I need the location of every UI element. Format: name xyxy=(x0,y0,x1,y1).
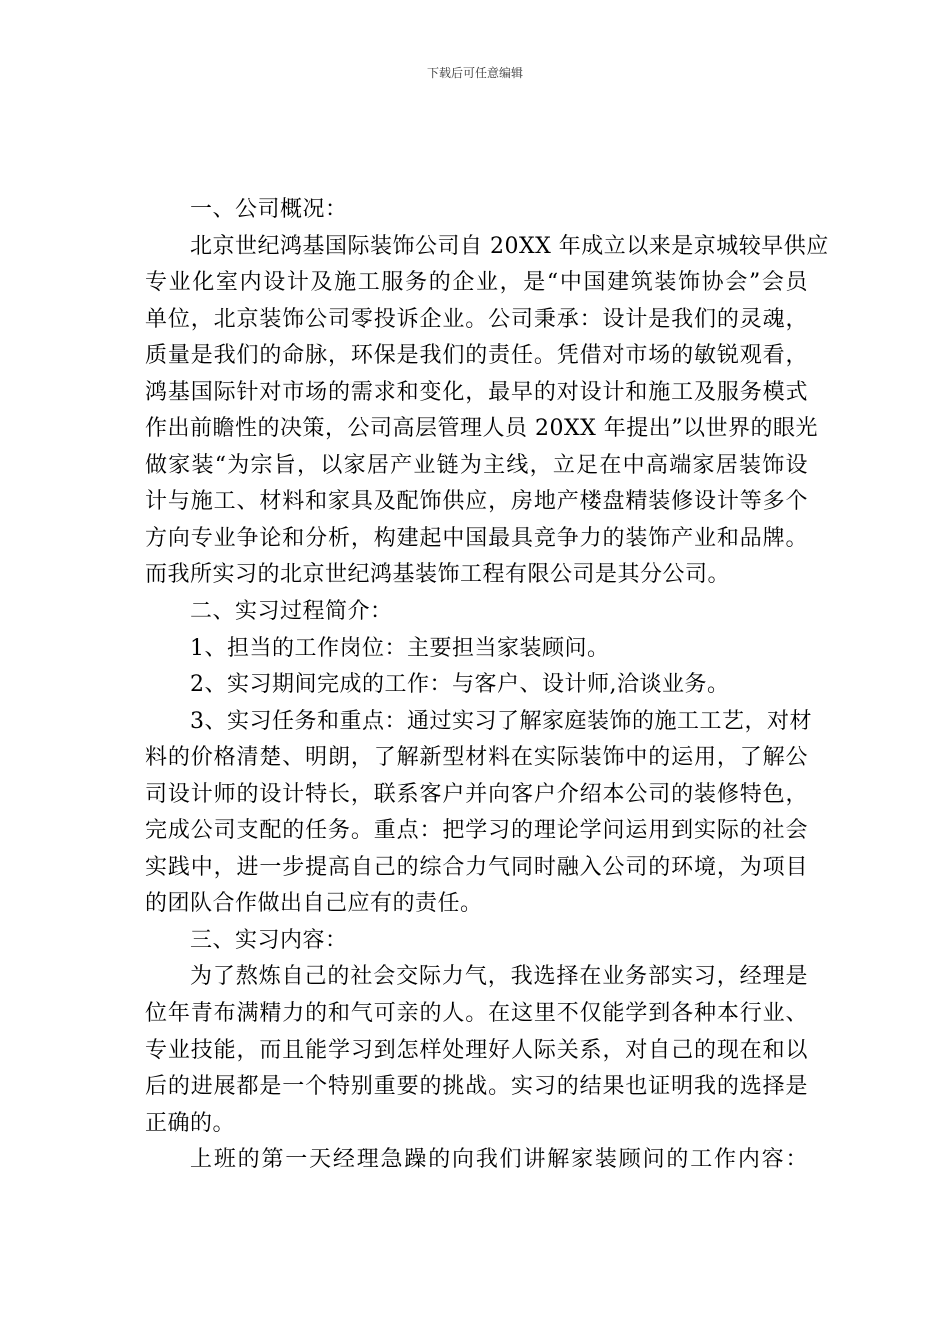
text-line: 上班的第一天经理急躁的向我们讲解家装顾问的工作内容： xyxy=(190,1147,808,1173)
text-line: 司设计师的设计特长，联系客户并向客户介绍本公司的装修特色， xyxy=(145,781,808,807)
text-line: 一、公司概况： xyxy=(190,197,348,222)
text-line: 方向专业争论和分析，构建起中国最具竞争力的装饰产业和品牌。 xyxy=(145,525,808,551)
text-line: 的团队合作做出自己应有的责任。 xyxy=(145,891,483,917)
text-line: 计与施工、材料和家具及配饰供应，房地产楼盘精装修设计等多个 xyxy=(145,489,808,515)
text-line: 质量是我们的命脉，环保是我们的责任。凭借对市场的敏锐观看， xyxy=(145,343,808,369)
text-line: 北京世纪鸿基国际装饰公司自 20XX 年成立以来是京城较早供应 xyxy=(190,233,829,259)
text-line: 专业化室内设计及施工服务的企业，是“中国建筑装饰协会”会员 xyxy=(145,270,808,296)
text-line: 单位，北京装饰公司零投诉企业。公司秉承：设计是我们的灵魂， xyxy=(145,306,808,332)
text-line: 鸿基国际针对市场的需求和变化，最早的对设计和施工及服务模式 xyxy=(145,379,808,405)
text-line: 实践中，进一步提高自己的综合力气同时融入公司的环境，为项目 xyxy=(145,854,808,880)
text-line: 而我所实习的北京世纪鸿基装饰工程有限公司是其分公司。 xyxy=(145,562,731,588)
text-line: 正确的。 xyxy=(145,1110,236,1136)
document-body xyxy=(145,192,829,1179)
text-line: 料的价格清楚、明朗，了解新型材料在实际装饰中的运用，了解公 xyxy=(145,745,808,771)
text-line: 专业技能，而且能学习到怎样处理好人际关系，对自己的现在和以 xyxy=(145,1037,808,1063)
text-line: 为了熬炼自己的社会交际力气，我选择在业务部实习，经理是 xyxy=(190,964,808,990)
text-line: 位年青布满精力的和气可亲的人。在这里不仅能学到各种本行业、 xyxy=(145,1001,808,1027)
text-line: 完成公司支配的任务。重点：把学习的理论学问运用到实际的社会 xyxy=(145,818,808,844)
text-line: 1、担当的工作岗位：主要担当家装顾问。 xyxy=(190,635,610,661)
text-line: 三、实习内容： xyxy=(190,927,348,953)
text-line: 后的进展都是一个特别重要的挑战。实习的结果也证明我的选择是 xyxy=(145,1074,808,1100)
text-line: 3、实习任务和重点：通过实习了解家庭装饰的施工工艺，对材 xyxy=(190,708,812,734)
text-line: 做家装“为宗旨，以家居产业链为主线，立足在中高端家居装饰设 xyxy=(145,452,808,478)
text-line: 2、实习期间完成的工作：与客户、设计师,洽谈业务。 xyxy=(190,672,730,698)
text-line: 作出前瞻性的决策，公司高层管理人员 20XX 年提出”以世界的眼光 xyxy=(145,416,819,442)
text-line: 二、实习过程简介： xyxy=(190,599,393,625)
page-header-note: 下载后可任意编辑 xyxy=(426,66,523,80)
